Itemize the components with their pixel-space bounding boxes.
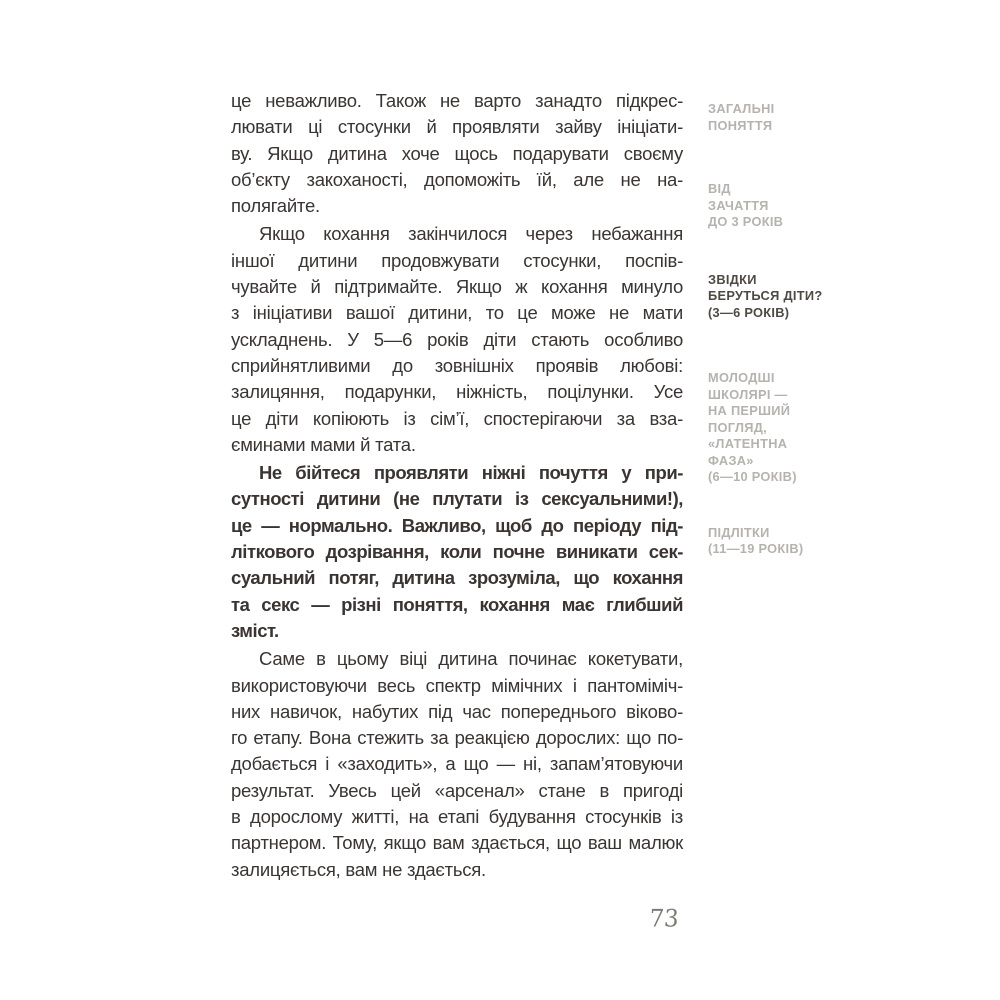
paragraph xyxy=(231,88,683,219)
text-line: використовуючи весь спектр мімічних і пантоміміч- xyxy=(231,674,683,696)
sidebar-item xyxy=(708,525,883,558)
text-line: сприйнятливими до зовнішніх проявів любові: xyxy=(231,354,683,376)
text-line: в дорослому житті, на етапі будування стосунків із xyxy=(231,806,683,828)
sidebar-item-line: ЗАЧАТТЯ xyxy=(708,197,769,213)
paragraph xyxy=(231,646,683,883)
text-line: це діти копіюють із сім’ї, спостерігаючи за вза- xyxy=(231,407,683,429)
paragraph xyxy=(231,460,683,644)
sidebar-item-line: (3—6 РОКІВ) xyxy=(708,304,790,320)
text-line: суальний потяг, дитина зрозуміла, що кохання xyxy=(231,567,683,589)
text-line: сутності дитини (не плутати із сексуальними!), xyxy=(231,488,683,510)
sidebar-item-line: НА ПЕРШИЙ xyxy=(708,403,791,418)
text-line: го етапу. Вона стежить за реакцією дорослих: що по- xyxy=(231,727,683,749)
text-line: результат. Увесь цей «арсенал» стане в пригоді xyxy=(231,779,683,801)
sidebar-item-line: ШКОЛЯРІ — xyxy=(708,386,788,402)
chapter-nav-sidebar xyxy=(708,101,883,604)
text-line: це — нормально. Важливо, щоб до періоду під- xyxy=(231,514,683,536)
text-line: іншої дитини продовжувати стосунки, поспів- xyxy=(231,249,683,271)
text-line: чувайте й підтримайте. Якщо ж кохання минуло xyxy=(231,276,683,298)
text-line: залицяння, подарунки, ніжність, поцілунки. Усе xyxy=(231,381,683,403)
sidebar-item-line: ВІД xyxy=(708,181,731,196)
text-line: об’єкту закоханості, допоможіть їй, але не на- xyxy=(231,168,683,190)
paragraph xyxy=(231,221,683,458)
text-line: ускладнень. У 5—6 років діти стають особливо xyxy=(231,328,683,350)
text-line: єминами мами й тата. xyxy=(231,433,416,455)
text-line: Якщо кохання закінчилося через небажання xyxy=(259,223,683,245)
sidebar-item-line: (11—19 РОКІВ) xyxy=(708,541,804,556)
text-line: лювати ці стосунки й проявляти зайву ініціати- xyxy=(231,116,683,138)
sidebar-item-line: МОЛОДШІ xyxy=(708,370,775,385)
text-line: з ініціативи вашої дитини, то це може не мати xyxy=(231,302,683,324)
body-text xyxy=(231,88,683,883)
text-line: ву. Якщо дитина хоче щось подарувати своєму xyxy=(231,142,683,164)
text-line: партнером. Тому, якщо вам здається, що ваш малюк xyxy=(231,832,683,854)
text-line: добається і «заходить», а що — ні, запам’ятовуючи xyxy=(231,753,683,775)
sidebar-item-line: ФАЗА» xyxy=(708,452,754,468)
sidebar-item-line: (6—10 РОКІВ) xyxy=(708,469,797,484)
text-line: полягайте. xyxy=(231,195,320,217)
sidebar-item-line: «ЛАТЕНТНА xyxy=(708,436,788,451)
sidebar-item-line: ПОГЛЯД, xyxy=(708,419,768,435)
sidebar-item-line: ПОНЯТТЯ xyxy=(708,117,773,133)
sidebar-item xyxy=(708,370,883,486)
sidebar-item-line: ЗАГАЛЬНІ xyxy=(708,101,775,116)
text-line: це неважливо. Також не варто занадто підкрес- xyxy=(231,90,683,111)
text-line: Не бійтеся проявляти ніжні почуття у при- xyxy=(259,462,683,484)
sidebar-item xyxy=(708,181,883,231)
sidebar-item xyxy=(708,101,883,134)
page-number: 73 xyxy=(648,905,680,933)
text-line: зміст. xyxy=(231,619,279,641)
sidebar-item-line: ПІДЛІТКИ xyxy=(708,524,770,540)
text-line: та секс — різні поняття, кохання має глибший xyxy=(231,593,683,615)
text-line: них навичок, набутих під час попереднього віково- xyxy=(231,700,683,722)
sidebar-item-line: ЗВІДКИ xyxy=(708,271,757,287)
text-line: літкового дозрівання, коли почне виникати сек- xyxy=(231,541,683,563)
sidebar-item-current-chapter xyxy=(708,272,883,322)
text-line: Саме в цьому віці дитина починає кокетувати, xyxy=(259,648,683,670)
sidebar-item-line: ДО 3 РОКІВ xyxy=(708,214,784,229)
sidebar-item-line: БЕРУТЬСЯ ДІТИ? xyxy=(708,288,823,303)
text-line: залицяється, вам не здається. xyxy=(231,858,486,880)
